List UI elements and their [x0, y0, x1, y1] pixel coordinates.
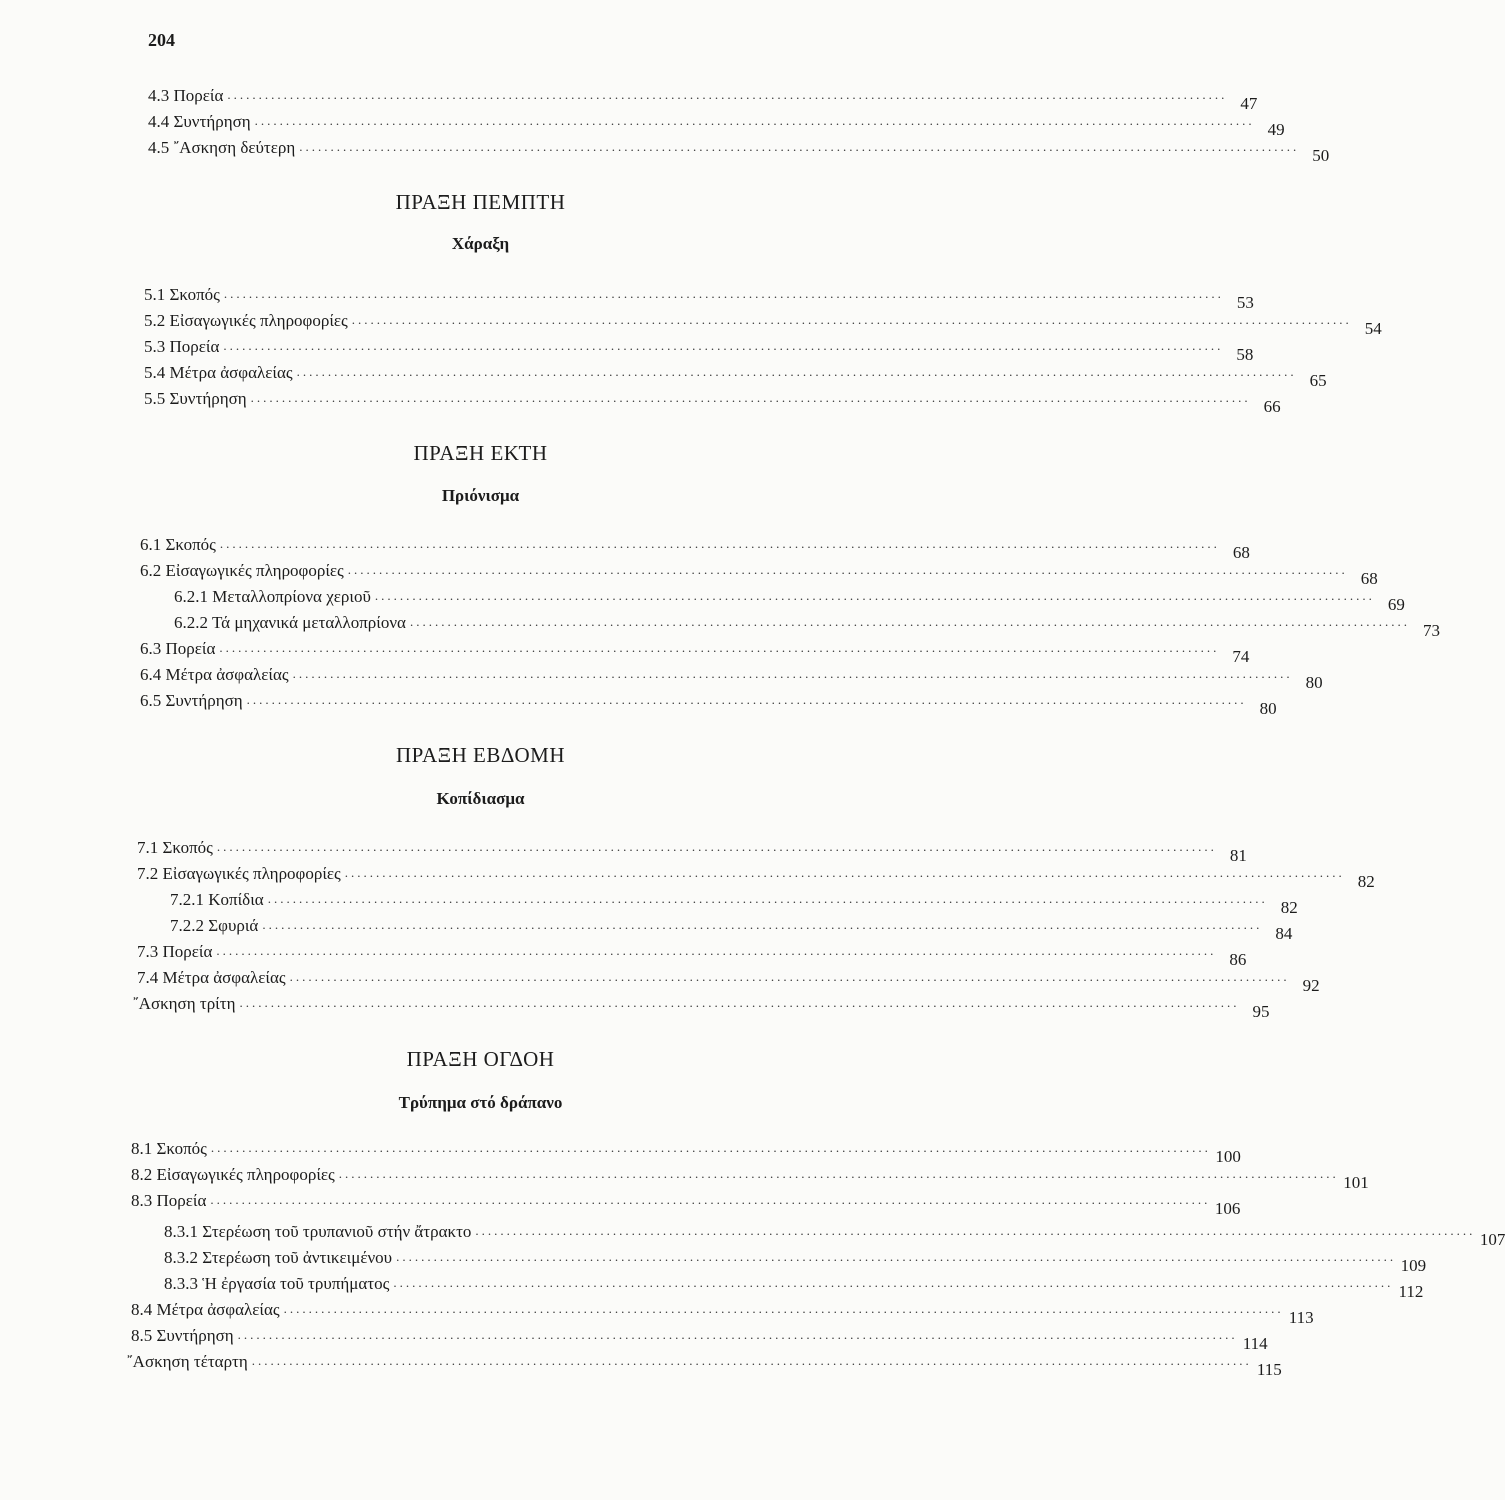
- toc-entry: [144, 311, 1382, 338]
- toc-entry-label: 8.5 Συντήρηση: [131, 1326, 234, 1345]
- toc-entry-page: 114: [1242, 1334, 1268, 1353]
- toc-entry-label: 8.1 Σκοπός: [131, 1139, 207, 1158]
- leader-dots: ................................................................................................................................................................: [475, 1223, 1476, 1238]
- toc-entry-page: 73: [1422, 621, 1440, 640]
- toc-entry-label: 8.3.1 Στερέωση τοῦ τρυπανιοῦ στήν ἄτρακτο: [164, 1222, 472, 1241]
- toc-entry: [140, 561, 1378, 588]
- toc-entry: [140, 535, 1250, 562]
- leader-dots: ................................................................................................................................................................: [216, 943, 1217, 958]
- toc-entry-label: 8.3.3 Ἡ ἐργασία τοῦ τρυπήματος: [164, 1274, 390, 1293]
- toc-entry-label: 4.5 ῎Ασκηση δεύτερη: [148, 138, 296, 157]
- section-title: ΠΡΑΞΗ ΟΓΔΟΗ: [406, 1047, 555, 1071]
- toc-entry-label: 7.1 Σκοπός: [137, 838, 213, 857]
- toc-entry-label: 8.3 Πορεία: [131, 1191, 207, 1210]
- leader-dots: ................................................................................................................................................................: [374, 588, 1375, 603]
- toc-entry-label: 5.2 Εἰσαγωγικές πληροφορίες: [144, 311, 348, 330]
- toc-entry: [131, 1300, 1314, 1327]
- toc-entry-label: 6.1 Σκοπός: [140, 535, 216, 554]
- toc-entry-page: 106: [1214, 1199, 1241, 1218]
- leader-dots: ................................................................................................................................................................: [216, 839, 1217, 854]
- leader-dots: ................................................................................................................................................................: [237, 1327, 1238, 1342]
- leader-dots: ................................................................................................................................................................: [344, 865, 1345, 880]
- toc-entry-page: 69: [1387, 595, 1405, 614]
- leader-dots: ................................................................................................................................................................: [338, 1166, 1339, 1181]
- toc-entry: [164, 1222, 1505, 1249]
- toc-entry-label: 7.2 Εἰσαγωγικές πληροφορίες: [137, 864, 341, 883]
- toc-entry-page: 49: [1267, 120, 1285, 139]
- toc-entry-page: 113: [1288, 1308, 1314, 1327]
- toc-entry-page: 95: [1252, 1002, 1270, 1021]
- leader-dots: ................................................................................................................................................................: [283, 1301, 1284, 1316]
- toc-entry-label: 6.2.1 Μεταλλοπρίονα χεριοῦ: [174, 587, 371, 606]
- toc-entry-label: 4.3 Πορεία: [148, 86, 224, 105]
- toc-entry: [144, 389, 1281, 416]
- toc-entry: [144, 363, 1327, 390]
- toc-entry: [144, 337, 1254, 364]
- section-subtitle: Πριόνισμα: [441, 486, 520, 505]
- leader-dots: ................................................................................................................................................................: [262, 917, 1263, 932]
- page-number: 204: [148, 30, 175, 50]
- toc-entry-page: 54: [1364, 319, 1382, 338]
- toc-entry-page: 101: [1343, 1173, 1369, 1192]
- toc-entry-label: 5.4 Μέτρα ἀσφαλείας: [144, 363, 293, 382]
- section-title: ΠΡΑΞΗ ΕΚΤΗ: [413, 441, 548, 465]
- toc-entry-label: 5.5 Συντήρηση: [144, 389, 247, 408]
- toc-entry-page: 53: [1236, 293, 1254, 312]
- toc-entry: [148, 112, 1285, 139]
- leader-dots: ................................................................................................................................................................: [219, 536, 1220, 551]
- toc-entry-label: 6.2.2 Τά μηχανικά μεταλλοπρίονα: [174, 613, 406, 632]
- leader-dots: ................................................................................................................................................................: [351, 312, 1352, 327]
- toc-entry: [140, 691, 1277, 718]
- leader-dots: ................................................................................................................................................................: [223, 286, 1224, 301]
- leader-dots: ................................................................................................................................................................: [292, 666, 1293, 681]
- toc-entry: [131, 1326, 1268, 1353]
- toc-entry-label: 6.5 Συντήρηση: [140, 691, 243, 710]
- toc-entry: [131, 1165, 1369, 1192]
- toc-entry-label: 7.2.2 Σφυριά: [170, 916, 259, 935]
- toc-entry-page: 58: [1236, 345, 1254, 364]
- leader-dots: ................................................................................................................................................................: [219, 640, 1220, 655]
- leader-dots: ................................................................................................................................................................: [347, 562, 1348, 577]
- toc-entry: [170, 916, 1293, 943]
- toc-entry: [148, 138, 1330, 165]
- toc-entry-label: 8.3.2 Στερέωση τοῦ ἀντικειμένου: [164, 1248, 393, 1267]
- toc-entry: [164, 1274, 1424, 1301]
- toc-entry: [140, 665, 1323, 692]
- toc-entry: [137, 942, 1247, 969]
- leader-dots: ................................................................................................................................................................: [251, 1353, 1252, 1368]
- toc-entry-label: 7.4 Μέτρα ἀσφαλείας: [137, 968, 286, 987]
- toc-entry-label: 8.4 Μέτρα ἀσφαλείας: [131, 1300, 280, 1319]
- toc-entry-label: 7.3 Πορεία: [137, 942, 213, 961]
- toc-entry: [131, 1191, 1241, 1218]
- toc-entry-label: 6.2 Εἰσαγωγικές πληροφορίες: [140, 561, 344, 580]
- toc-entry-label: 8.2 Εἰσαγωγικές πληροφορίες: [131, 1165, 335, 1184]
- toc-entry: [144, 285, 1254, 312]
- toc-entry-label: 6.4 Μέτρα ἀσφαλείας: [140, 665, 289, 684]
- toc-entry-label: 4.4 Συντήρηση: [148, 112, 251, 131]
- toc-entry: [137, 864, 1375, 891]
- toc-entry-page: 84: [1275, 924, 1293, 943]
- toc-entry-label: ῎Ασκηση τρίτη: [133, 994, 236, 1013]
- toc-entry: [127, 1352, 1282, 1379]
- section-subtitle: Χάραξη: [451, 234, 510, 253]
- toc-entry: [174, 613, 1440, 640]
- section-title: ΠΡΑΞΗ ΕΒΔΟΜΗ: [396, 743, 565, 767]
- toc-entry-label: 6.3 Πορεία: [140, 639, 216, 658]
- toc-entry-page: 86: [1229, 950, 1247, 969]
- leader-dots: ................................................................................................................................................................: [393, 1275, 1394, 1290]
- toc-entry-page: 81: [1229, 846, 1247, 865]
- toc-entry-page: 82: [1357, 872, 1375, 891]
- leader-dots: ................................................................................................................................................................: [223, 338, 1224, 353]
- toc-entry: [137, 838, 1247, 865]
- section-subtitle: Κοπίδιασμα: [436, 789, 525, 808]
- section-subtitle: Τρύπημα στό δράπανο: [398, 1093, 563, 1112]
- leader-dots: ................................................................................................................................................................: [239, 995, 1240, 1010]
- toc-entry-label: 5.1 Σκοπός: [144, 285, 220, 304]
- toc-entry-page: 92: [1302, 976, 1320, 995]
- toc-entry-page: 115: [1256, 1360, 1282, 1379]
- toc-entry-page: 82: [1280, 898, 1298, 917]
- leader-dots: ................................................................................................................................................................: [409, 614, 1410, 629]
- toc-entry: [148, 86, 1258, 113]
- leader-dots: ................................................................................................................................................................: [254, 113, 1255, 128]
- toc-entry-page: 80: [1259, 699, 1277, 718]
- leader-dots: ................................................................................................................................................................: [289, 969, 1290, 984]
- toc-entry-page: 66: [1263, 397, 1281, 416]
- leader-dots: ................................................................................................................................................................: [296, 364, 1297, 379]
- toc-entry-label: ῎Ασκηση τέταρτη: [127, 1352, 248, 1371]
- toc-entry: [164, 1248, 1427, 1275]
- toc-entry-page: 65: [1309, 371, 1327, 390]
- toc-entry-label: 5.3 Πορεία: [144, 337, 220, 356]
- leader-dots: ................................................................................................................................................................: [210, 1140, 1211, 1155]
- toc-entry: [133, 994, 1270, 1021]
- toc-entry-page: 68: [1232, 543, 1250, 562]
- toc-entry: [170, 890, 1298, 917]
- toc-entry-page: 100: [1215, 1147, 1241, 1166]
- toc-entry-page: 47: [1240, 94, 1258, 113]
- toc-entry: [137, 968, 1320, 995]
- toc-entry-page: 74: [1232, 647, 1250, 666]
- leader-dots: ................................................................................................................................................................: [396, 1249, 1397, 1264]
- toc-entry: [174, 587, 1405, 614]
- toc-entry: [131, 1139, 1241, 1166]
- leader-dots: ................................................................................................................................................................: [246, 692, 1247, 707]
- toc-entry-label: 7.2.1 Κοπίδια: [170, 890, 264, 909]
- leader-dots: ................................................................................................................................................................: [299, 139, 1300, 154]
- section-title: ΠΡΑΞΗ ΠΕΜΠΤΗ: [395, 190, 566, 214]
- leader-dots: ................................................................................................................................................................: [267, 891, 1268, 906]
- toc-entry-page: 107: [1479, 1230, 1505, 1249]
- leader-dots: ................................................................................................................................................................: [210, 1192, 1211, 1207]
- toc-entry-page: 50: [1312, 146, 1330, 165]
- toc-entry-page: 109: [1400, 1256, 1427, 1275]
- leader-dots: ................................................................................................................................................................: [250, 390, 1251, 405]
- toc-entry-page: 80: [1305, 673, 1323, 692]
- toc-entry-page: 112: [1398, 1282, 1424, 1301]
- toc-entry-page: 68: [1360, 569, 1378, 588]
- toc-entry: [140, 639, 1250, 666]
- leader-dots: ................................................................................................................................................................: [227, 87, 1228, 102]
